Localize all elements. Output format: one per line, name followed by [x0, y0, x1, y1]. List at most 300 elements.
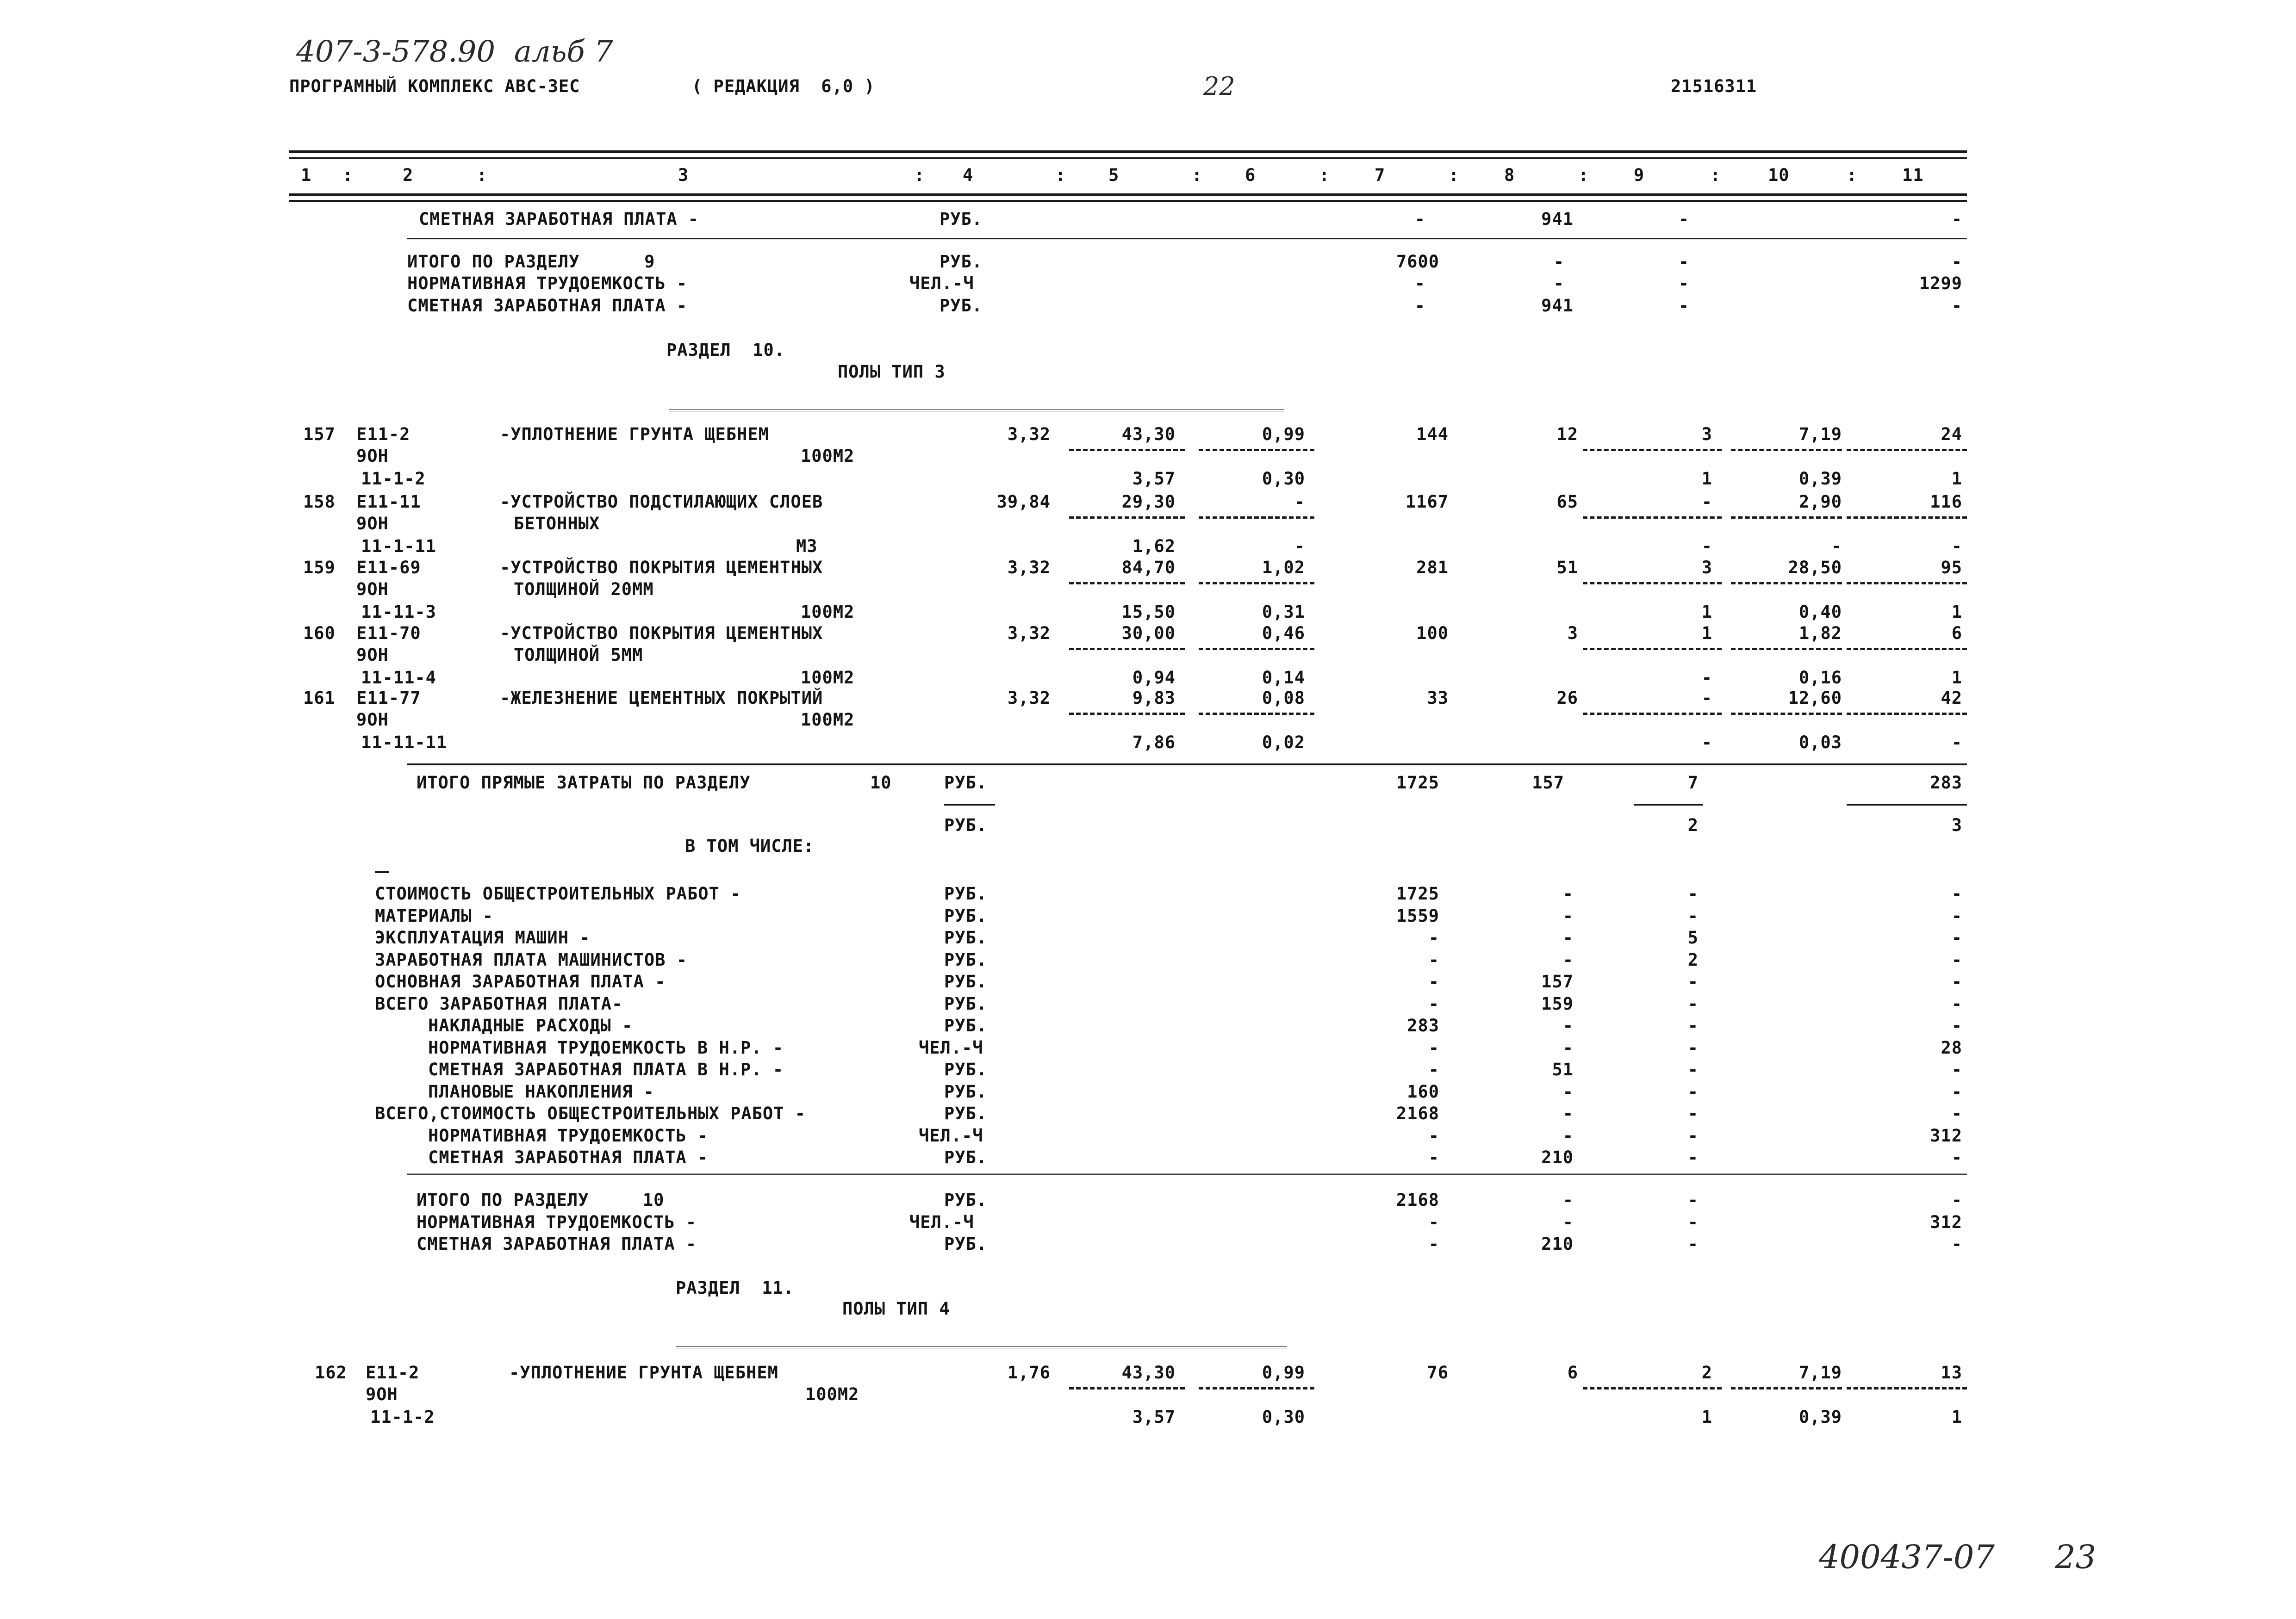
- item-157-c9b: 1: [1701, 469, 1712, 489]
- item-158-c11b: -: [1951, 536, 1962, 556]
- item-160-c9: 1: [1701, 623, 1712, 643]
- item-160-c6-rule: [1199, 648, 1314, 650]
- item-162-c9b: 1: [1701, 1407, 1712, 1427]
- breakdown-c11: -: [1951, 949, 1962, 970]
- item-161-c8: 26: [1556, 688, 1578, 708]
- item-158-c7: 1167: [1405, 492, 1449, 512]
- item-160-c11: 6: [1951, 623, 1962, 643]
- column-header-bottom-rule: [289, 193, 1967, 196]
- item-162-c7: 76: [1427, 1363, 1449, 1383]
- breakdown-c9: -: [1687, 993, 1699, 1014]
- sum9-labor-unit: ЧЕЛ.-Ч: [909, 273, 974, 293]
- item-158-description: -УСТРОЙСТВО ПОДСТИЛАЮЩИХ СЛОЕВ: [500, 492, 823, 512]
- sum9-wage-c8: 941: [1541, 296, 1574, 316]
- item-158-description-2: БЕТОННЫХ: [514, 514, 600, 533]
- item-160-c9-rule: [1583, 648, 1722, 650]
- sum10-c7: -: [1428, 1212, 1439, 1232]
- program-title: ПРОГРАМНЫЙ КОМПЛЕКС АВС-ЗЕС: [289, 76, 580, 96]
- including-label: В ТОМ ЧИСЛЕ:: [685, 836, 815, 856]
- item-160-c10b: 0,16: [1798, 668, 1842, 688]
- column-header-5: 5: [1108, 165, 1120, 185]
- item-161-c5: 9,83: [1132, 688, 1176, 708]
- breakdown-unit: РУБ.: [944, 972, 988, 992]
- item-158-c5b: 1,62: [1132, 536, 1176, 556]
- item-161-c11b: -: [1951, 732, 1962, 752]
- breakdown-unit: РУБ.: [944, 906, 988, 926]
- item-160-c6b: 0,14: [1262, 668, 1305, 688]
- sum10-unit: ЧЕЛ.-Ч: [909, 1212, 974, 1232]
- item-158-code-2: 9ОН: [356, 514, 389, 533]
- sum9-wage-label: СМЕТНАЯ ЗАРАБОТНАЯ ПЛАТА -: [407, 296, 688, 316]
- breakdown-c8: 51: [1552, 1060, 1574, 1079]
- breakdown-unit: РУБ.: [944, 993, 988, 1014]
- item-162-c5: 43,30: [1121, 1363, 1176, 1383]
- item-160-c5: 30,00: [1121, 623, 1176, 643]
- sum10-c11: -: [1951, 1234, 1962, 1254]
- sum10-c7: 2168: [1396, 1190, 1439, 1210]
- item-160-c11-rule: [1847, 648, 1967, 650]
- item-157-c5: 43,30: [1121, 424, 1176, 444]
- item-159-c10b: 0,40: [1798, 602, 1842, 622]
- item-160-c8: 3: [1567, 623, 1578, 643]
- column-header-6: 6: [1245, 165, 1256, 185]
- column-header-9: 9: [1634, 165, 1645, 185]
- breakdown-label: ЗАРАБОТНАЯ ПЛАТА МАШИНИСТОВ -: [375, 949, 688, 970]
- item-160-c7: 100: [1416, 623, 1449, 643]
- breakdown-c11: -: [1951, 906, 1962, 926]
- item-162-c11: 13: [1941, 1363, 1962, 1383]
- breakdown-label: СТОИМОСТЬ ОБЩЕСТРОИТЕЛЬНЫХ РАБОТ -: [375, 884, 741, 904]
- breakdown-c8: -: [1562, 906, 1574, 926]
- breakdown-c7: -: [1428, 1060, 1439, 1079]
- item-162-c9: 2: [1701, 1363, 1712, 1383]
- breakdown-c9: -: [1687, 1104, 1699, 1123]
- sum9-c9: -: [1678, 252, 1689, 272]
- item-157-description: -УПЛОТНЕНИЕ ГРУНТА ЩЕБНЕМ: [500, 424, 769, 444]
- direct-costs-unit-2: РУБ.: [944, 815, 988, 835]
- breakdown-c9: -: [1687, 1037, 1699, 1058]
- item-160-code: Е11-70: [356, 623, 421, 643]
- item-161-code: Е11-77: [356, 688, 421, 708]
- sum10-rule: [407, 1173, 1967, 1178]
- column-separator: :: [477, 165, 488, 185]
- item-161-c11-rule: [1847, 713, 1967, 715]
- item-158-c6-rule: [1199, 516, 1314, 519]
- breakdown-label: ВСЕГО,СТОИМОСТЬ ОБЩЕСТРОИТЕЛЬНЫХ РАБОТ -: [375, 1104, 806, 1123]
- breakdown-c7: -: [1428, 1148, 1439, 1167]
- item-159-code-2: 9ОН: [356, 579, 389, 599]
- breakdown-c11: -: [1951, 1016, 1962, 1036]
- item-157-code-3: 11-1-2: [361, 469, 426, 489]
- breakdown-c9: -: [1687, 1060, 1699, 1079]
- breakdown-c11: -: [1951, 884, 1962, 904]
- prev-sum-rule: [407, 238, 1967, 243]
- item-160-description-2: ТОЛЩИНОЙ 5ММ: [514, 645, 643, 665]
- sum10-c8: 210: [1541, 1234, 1574, 1254]
- item-158-c5: 29,30: [1121, 492, 1176, 512]
- item-158-c10b: -: [1831, 536, 1842, 556]
- item-162-description: -УПЛОТНЕНИЕ ГРУНТА ЩЕБНЕМ: [509, 1363, 778, 1383]
- breakdown-unit: РУБ.: [944, 1016, 988, 1036]
- breakdown-c11: -: [1951, 972, 1962, 992]
- item-161-unit: 100М2: [801, 710, 855, 730]
- direct-costs-label: ИТОГО ПРЯМЫЕ ЗАТРАТЫ ПО РАЗДЕЛУ: [417, 773, 751, 793]
- sum9-wage-c7: -: [1414, 296, 1425, 316]
- item-162-c11b: 1: [1951, 1407, 1962, 1427]
- breakdown-c7: -: [1428, 928, 1439, 948]
- item-160-description: -УСТРОЙСТВО ПОКРЫТИЯ ЦЕМЕНТНЫХ: [500, 623, 823, 643]
- page-number: 22: [1203, 72, 1235, 101]
- item-161-c5b: 7,86: [1132, 732, 1176, 752]
- breakdown-unit: ЧЕЛ.-Ч: [919, 1125, 983, 1146]
- sum9-c7: 7600: [1396, 252, 1439, 272]
- direct-unit-rule: [944, 804, 995, 806]
- item-160-code-3: 11-11-4: [361, 668, 436, 688]
- item-162-c6-rule: [1199, 1387, 1314, 1389]
- item-157-code-2: 9ОН: [356, 446, 389, 466]
- handwritten-doc-number: 407-3-578.90 альб 7: [296, 35, 613, 69]
- item-157-c11: 24: [1941, 424, 1962, 444]
- sum9-labor-c11: 1299: [1919, 273, 1962, 293]
- breakdown-label: НОРМАТИВНАЯ ТРУДОЕМКОСТЬ -: [428, 1125, 709, 1146]
- item-157-c10: 7,19: [1798, 424, 1842, 444]
- item-159-description-2: ТОЛЩИНОЙ 20ММ: [514, 579, 654, 599]
- item-159-c5b: 15,50: [1121, 602, 1176, 622]
- item-159-c6b: 0,31: [1262, 602, 1305, 622]
- breakdown-unit: РУБ.: [944, 928, 988, 948]
- item-162-c11-rule: [1847, 1387, 1967, 1389]
- handwritten-page-number: 23: [2055, 1538, 2097, 1576]
- item-159-c7: 281: [1416, 558, 1449, 577]
- item-161-c5-rule: [1069, 713, 1185, 715]
- prev-wage-c7: -: [1414, 209, 1425, 229]
- sum10-unit: РУБ.: [944, 1234, 988, 1254]
- column-header-8: 8: [1504, 165, 1515, 185]
- breakdown-c8: -: [1562, 1037, 1574, 1058]
- breakdown-unit: РУБ.: [944, 1148, 988, 1167]
- sum10-c9: -: [1687, 1190, 1699, 1210]
- sum10-c11: -: [1951, 1190, 1962, 1210]
- item-158-code-3: 11-1-11: [361, 536, 436, 556]
- item-161-description: -ЖЕЛЕЗНЕНИЕ ЦЕМЕНТНЫХ ПОКРЫТИЙ: [500, 688, 823, 708]
- item-157-c7: 144: [1416, 424, 1449, 444]
- item-158-c11-rule: [1847, 516, 1967, 519]
- item-162-code-3: 11-1-2: [370, 1407, 435, 1427]
- direct-costs-c8: 157: [1532, 773, 1564, 793]
- sum9-c11: -: [1951, 252, 1962, 272]
- document-code: 21516311: [1671, 76, 1757, 96]
- item-158-c8: 65: [1556, 492, 1578, 512]
- item-157-c10-rule: [1731, 449, 1842, 451]
- section-11-title: РАЗДЕЛ 11.: [676, 1278, 795, 1298]
- breakdown-c8: -: [1562, 1125, 1574, 1146]
- column-header-1: 1: [301, 165, 312, 185]
- item-158-c5-rule: [1069, 516, 1185, 519]
- column-separator: :: [1192, 165, 1203, 185]
- sum10-label: СМЕТНАЯ ЗАРАБОТНАЯ ПЛАТА -: [417, 1234, 697, 1254]
- item-159-qty: 3,32: [1007, 558, 1051, 577]
- item-161-c9: -: [1701, 688, 1712, 708]
- sum10-c9: -: [1687, 1212, 1699, 1232]
- item-159-c10-rule: [1731, 582, 1842, 584]
- item-159-c9-rule: [1583, 582, 1722, 584]
- breakdown-c11: -: [1951, 1060, 1962, 1079]
- breakdown-top-rule: [375, 871, 389, 873]
- item-158-c9: -: [1701, 492, 1712, 512]
- item-158-number: 158: [303, 492, 336, 512]
- section-11-subtitle: ПОЛЫ ТИП 4: [842, 1299, 950, 1319]
- breakdown-c9: -: [1687, 1125, 1699, 1146]
- sum9-c8: -: [1553, 252, 1564, 272]
- item-160-c5b: 0,94: [1132, 668, 1176, 688]
- item-160-c10: 1,82: [1798, 623, 1842, 643]
- breakdown-unit: РУБ.: [944, 1104, 988, 1123]
- breakdown-label: СМЕТНАЯ ЗАРАБОТНАЯ ПЛАТА -: [428, 1148, 709, 1167]
- breakdown-c11: -: [1951, 1148, 1962, 1167]
- item-162-c6: 0,99: [1262, 1363, 1305, 1383]
- breakdown-c11: 312: [1930, 1125, 1962, 1146]
- item-159-c6-rule: [1199, 582, 1314, 584]
- breakdown-unit: РУБ.: [944, 949, 988, 970]
- item-161-c10b: 0,03: [1798, 732, 1842, 752]
- item-157-c5b: 3,57: [1132, 469, 1176, 489]
- item-158-c6b: -: [1294, 536, 1305, 556]
- item-158-c10-rule: [1731, 516, 1842, 519]
- sum10-c8: -: [1562, 1212, 1574, 1232]
- column-separator: :: [1449, 165, 1460, 185]
- breakdown-c7: -: [1428, 972, 1439, 992]
- item-157-code: Е11-2: [356, 424, 411, 444]
- breakdown-c7: -: [1428, 1037, 1439, 1058]
- item-161-c9b: -: [1701, 732, 1712, 752]
- item-160-c6: 0,46: [1262, 623, 1305, 643]
- sum9-unit: РУБ.: [940, 252, 983, 272]
- breakdown-label: МАТЕРИАЛЫ -: [375, 906, 494, 926]
- direct-top-rule: [407, 763, 1967, 765]
- item-157-c10b: 0,39: [1798, 469, 1842, 489]
- item-160-qty: 3,32: [1007, 623, 1051, 643]
- breakdown-c9: -: [1687, 1081, 1699, 1102]
- item-159-c5-rule: [1069, 582, 1185, 584]
- breakdown-label: ЭКСПЛУАТАЦИЯ МАШИН -: [375, 928, 591, 948]
- sum9-wage-unit: РУБ.: [940, 296, 983, 316]
- item-162-c5b: 3,57: [1132, 1407, 1176, 1427]
- item-158-c9b: -: [1701, 536, 1712, 556]
- sum10-c11: 312: [1930, 1212, 1962, 1232]
- item-159-code-3: 11-11-3: [361, 602, 436, 622]
- sum10-label: НОРМАТИВНАЯ ТРУДОЕМКОСТЬ -: [417, 1212, 697, 1232]
- breakdown-c9: -: [1687, 884, 1699, 904]
- item-159-c10: 28,50: [1788, 558, 1842, 577]
- item-160-c5-rule: [1069, 648, 1185, 650]
- table-top-rule-2: [289, 157, 1967, 159]
- program-edition: ( РЕДАКЦИЯ 6,0 ): [692, 76, 875, 96]
- item-161-c10-rule: [1731, 713, 1842, 715]
- item-161-qty: 3,32: [1007, 688, 1051, 708]
- column-separator: :: [914, 165, 925, 185]
- direct-costs-section: 10: [870, 773, 892, 793]
- direct-costs-c11b: 3: [1951, 815, 1962, 835]
- item-159-c11: 95: [1941, 558, 1962, 577]
- item-157-c9-rule: [1583, 449, 1722, 451]
- breakdown-unit: РУБ.: [944, 1081, 988, 1102]
- direct-costs-c7: 1725: [1396, 773, 1439, 793]
- prev-wage-c9: -: [1678, 209, 1689, 229]
- breakdown-c11: -: [1951, 993, 1962, 1014]
- item-160-number: 160: [303, 623, 336, 643]
- breakdown-c8: -: [1562, 928, 1574, 948]
- breakdown-unit: ЧЕЛ.-Ч: [919, 1037, 983, 1058]
- sum9-wage-c9: -: [1678, 296, 1689, 316]
- breakdown-c9: -: [1687, 906, 1699, 926]
- breakdown-c7: 2168: [1396, 1104, 1439, 1123]
- breakdown-unit: РУБ.: [944, 884, 988, 904]
- breakdown-label: ВСЕГО ЗАРАБОТНАЯ ПЛАТА-: [375, 993, 623, 1014]
- breakdown-c9: -: [1687, 1148, 1699, 1167]
- item-161-c11: 42: [1941, 688, 1962, 708]
- table-top-rule: [289, 150, 1967, 153]
- breakdown-c9: 5: [1687, 928, 1699, 948]
- prev-wage-unit: РУБ.: [940, 209, 983, 229]
- item-161-code-2: 9ОН: [356, 710, 389, 730]
- item-158-unit: М3: [796, 536, 818, 556]
- item-159-c6: 1,02: [1262, 558, 1305, 577]
- breakdown-c7: 160: [1407, 1081, 1439, 1102]
- direct-costs-c9b: 2: [1687, 815, 1699, 835]
- breakdown-label: ОСНОВНАЯ ЗАРАБОТНАЯ ПЛАТА -: [375, 972, 666, 992]
- item-160-c11b: 1: [1951, 668, 1962, 688]
- direct-costs-c9: 7: [1687, 773, 1699, 793]
- column-header-10: 10: [1768, 165, 1790, 185]
- handwritten-archive-code: 400437-07: [1819, 1538, 1995, 1576]
- direct-costs-unit: РУБ.: [944, 773, 988, 793]
- item-157-number: 157: [303, 424, 336, 444]
- item-157-c5-rule: [1069, 449, 1185, 451]
- item-162-number: 162: [315, 1363, 347, 1383]
- item-162-unit: 100М2: [805, 1384, 859, 1404]
- breakdown-c8: 210: [1541, 1148, 1574, 1167]
- breakdown-c8: -: [1562, 1081, 1574, 1102]
- section-10-title: РАЗДЕЛ 10.: [666, 340, 785, 360]
- item-158-c6: -: [1294, 492, 1305, 512]
- breakdown-c11: -: [1951, 1081, 1962, 1102]
- breakdown-c7: 283: [1407, 1016, 1439, 1036]
- sum9-label: ИТОГО ПО РАЗДЕЛУ 9: [407, 252, 655, 272]
- breakdown-c7: 1725: [1396, 884, 1439, 904]
- column-header-4: 4: [963, 165, 974, 185]
- breakdown-c7: 1559: [1396, 906, 1439, 926]
- item-161-c6b: 0,02: [1262, 732, 1305, 752]
- column-separator: :: [342, 165, 354, 185]
- item-157-c6b: 0,30: [1262, 469, 1305, 489]
- item-158-code: Е11-11: [356, 492, 421, 512]
- column-header-7: 7: [1375, 165, 1386, 185]
- sum9-labor-c8: -: [1553, 273, 1564, 293]
- item-162-c10-rule: [1731, 1387, 1842, 1389]
- breakdown-c8: -: [1562, 949, 1574, 970]
- breakdown-c8: -: [1562, 884, 1574, 904]
- breakdown-c11: -: [1951, 1104, 1962, 1123]
- prev-wage-c8: 941: [1541, 209, 1574, 229]
- direct-c11-rule: [1847, 804, 1967, 806]
- breakdown-label: НОРМАТИВНАЯ ТРУДОЕМКОСТЬ В Н.Р. -: [428, 1037, 784, 1058]
- item-157-c6-rule: [1199, 449, 1314, 451]
- item-160-c9b: -: [1701, 668, 1712, 688]
- column-header-2: 2: [403, 165, 414, 185]
- prev-wage-label: СМЕТНАЯ ЗАРАБОТНАЯ ПЛАТА -: [419, 209, 699, 229]
- section-10-rule: [669, 409, 1284, 414]
- column-header-11: 11: [1902, 165, 1924, 185]
- breakdown-label: ПЛАНОВЫЕ НАКОПЛЕНИЯ -: [428, 1081, 654, 1102]
- item-162-c8: 6: [1567, 1363, 1578, 1383]
- column-separator: :: [1847, 165, 1858, 185]
- item-157-c8: 12: [1556, 424, 1578, 444]
- column-separator: :: [1319, 165, 1330, 185]
- item-161-c7: 33: [1427, 688, 1449, 708]
- column-header-3: 3: [678, 165, 689, 185]
- sum10-c9: -: [1687, 1234, 1699, 1254]
- item-157-c6: 0,99: [1262, 424, 1305, 444]
- item-158-c10: 2,90: [1798, 492, 1842, 512]
- item-158-c11: 116: [1930, 492, 1962, 512]
- item-159-c11-rule: [1847, 582, 1967, 584]
- breakdown-c9: 2: [1687, 949, 1699, 970]
- breakdown-c7: -: [1428, 993, 1439, 1014]
- item-159-c8: 51: [1556, 558, 1578, 577]
- item-159-code: Е11-69: [356, 558, 421, 577]
- breakdown-unit: РУБ.: [944, 1060, 988, 1079]
- sum9-labor-c9: -: [1678, 273, 1689, 293]
- direct-costs-c11: 283: [1930, 773, 1962, 793]
- breakdown-label: НАКЛАДНЫЕ РАСХОДЫ -: [428, 1016, 633, 1036]
- breakdown-c7: -: [1428, 1125, 1439, 1146]
- item-159-c11b: 1: [1951, 602, 1962, 622]
- item-161-c6-rule: [1199, 713, 1314, 715]
- column-header-bottom-rule-2: [289, 200, 1967, 202]
- column-separator: :: [1578, 165, 1589, 185]
- sum9-labor-c7: -: [1414, 273, 1425, 293]
- breakdown-c11: 28: [1941, 1037, 1962, 1058]
- item-162-code-2: 9ОН: [366, 1384, 398, 1404]
- item-159-c5: 84,70: [1121, 558, 1176, 577]
- item-160-unit: 100М2: [801, 668, 855, 688]
- sum10-label: ИТОГО ПО РАЗДЕЛУ 10: [417, 1190, 665, 1210]
- breakdown-c8: 157: [1541, 972, 1574, 992]
- item-162-qty: 1,76: [1007, 1363, 1051, 1383]
- item-162-c6b: 0,30: [1262, 1407, 1305, 1427]
- item-162-c5-rule: [1069, 1387, 1185, 1389]
- item-159-c9: 3: [1701, 558, 1712, 577]
- item-161-c9-rule: [1583, 713, 1722, 715]
- breakdown-c9: -: [1687, 1016, 1699, 1036]
- breakdown-c7: -: [1428, 949, 1439, 970]
- section-10-subtitle: ПОЛЫ ТИП 3: [838, 362, 946, 382]
- item-158-qty: 39,84: [996, 492, 1051, 512]
- item-162-c10: 7,19: [1798, 1363, 1842, 1383]
- sum10-c8: -: [1562, 1190, 1574, 1210]
- item-159-unit: 100М2: [801, 602, 855, 622]
- item-160-c10-rule: [1731, 648, 1842, 650]
- item-158-c9-rule: [1583, 516, 1722, 519]
- direct-c9-rule: [1634, 804, 1703, 806]
- breakdown-c9: -: [1687, 972, 1699, 992]
- item-162-c9-rule: [1583, 1387, 1722, 1389]
- item-157-c9: 3: [1701, 424, 1712, 444]
- sum10-c7: -: [1428, 1234, 1439, 1254]
- breakdown-c8: -: [1562, 1104, 1574, 1123]
- breakdown-c8: 159: [1541, 993, 1574, 1014]
- sum9-labor-label: НОРМАТИВНАЯ ТРУДОЕМКОСТЬ -: [407, 273, 688, 293]
